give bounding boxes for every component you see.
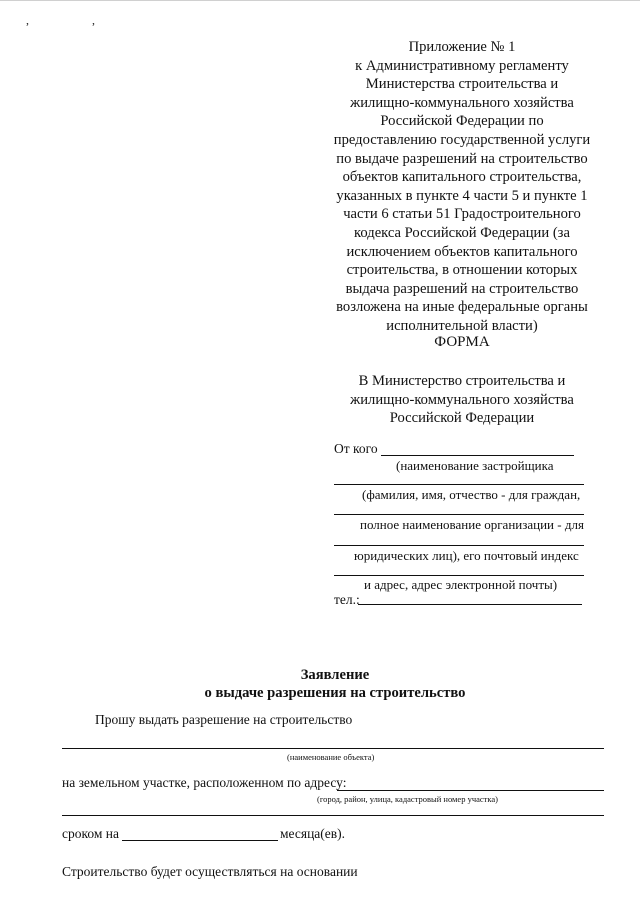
form-label: ФОРМА [434,334,490,350]
applicant-caption: (фамилия, имя, отчество - для граждан, [362,487,581,502]
applicant-caption: и адрес, адрес электронной почты) [364,577,558,592]
appendix-line: исполнительной власти) [386,317,538,334]
recipient-line: жилищно-коммунального хозяйства [350,391,574,408]
statement-title-line2: о выдаче разрешения на строительство [204,685,466,701]
from-label: От кого [334,441,378,456]
phone-field[interactable] [358,604,582,605]
appendix-line: указанных в пункте 4 части 5 и пункте 1 [336,187,588,204]
term-prefix: сроком на [62,826,119,841]
recipient-line: Российской Федерации [389,410,535,427]
phone-label: тел.: [334,592,360,607]
applicant-field-line[interactable] [334,484,584,485]
appendix-line: Приложение № 1 [408,39,516,55]
scan-marks: , , [26,13,125,27]
recipient-block [330,372,594,428]
appendix-line: исключением объектов капитального [346,243,578,260]
land-text: на земельном участке, расположенном по адресу: [62,775,347,790]
appendix-line: Министерства строительства и [365,76,559,93]
object-caption: (наименование объекта) [287,752,375,762]
request-text: Прошу выдать разрешение на строительство [95,712,353,727]
appendix-line: кодекса Российской Федерации (за [354,224,570,241]
statement-title [0,666,640,702]
applicant-caption: полное наименование организации - для [360,517,584,532]
appendix-header [330,38,594,336]
appendix-line: по выдаче разрешений на строительство [336,150,588,167]
appendix-line: выдача разрешений на строительство [345,280,579,297]
appendix-line: строительства, в отношении которых [346,262,578,279]
term-field[interactable] [122,840,278,841]
address-field-line2[interactable] [62,815,604,816]
address-field[interactable] [337,790,604,791]
appendix-line: части 6 статьи 51 Градостроительного [343,206,581,223]
object-name-field[interactable] [62,748,604,749]
address-caption: (город, район, улица, кадастровый номер участка) [317,794,498,804]
applicant-caption: юридических лиц), его почтовый индекс [354,548,579,563]
applicant-field-line[interactable] [334,514,584,515]
basis-text: Строительство будет осуществляться на основании [62,864,358,879]
appendix-line: жилищно-коммунального хозяйства [350,94,574,111]
applicant-field-line[interactable] [334,575,584,576]
scan-edge-line [0,0,640,1]
appendix-line: к Административному регламенту [355,57,569,74]
appendix-line: предоставлению государственной услуги [333,131,591,148]
recipient-line: В Министерство строительства и [358,373,566,389]
applicant-name-field[interactable] [381,455,574,456]
appendix-line: возложена на иные федеральные органы [336,299,588,316]
applicant-field-line[interactable] [334,545,584,546]
appendix-line: объектов капитального строительства, [342,169,582,186]
term-suffix: месяца(ев). [280,826,346,841]
statement-title-line1: Заявление [300,667,370,683]
appendix-line: Российской Федерации по [380,113,544,130]
applicant-caption: (наименование застройщика [396,458,554,473]
